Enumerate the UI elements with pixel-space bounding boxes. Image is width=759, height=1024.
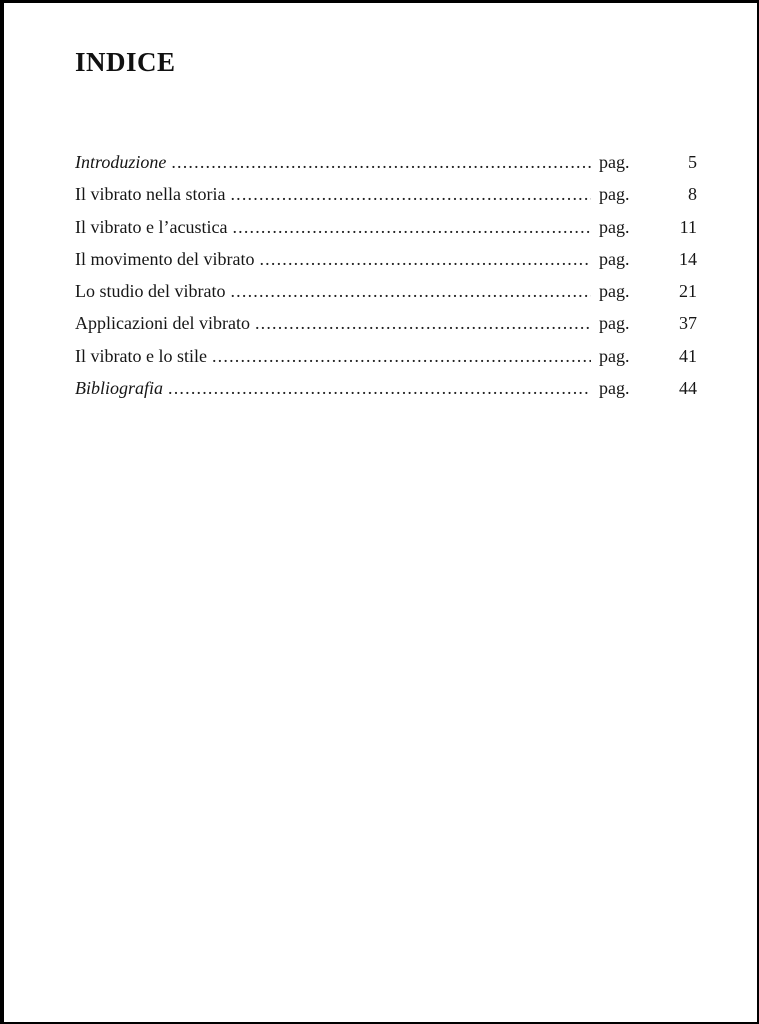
dot-leader xyxy=(230,178,591,210)
page-number: 21 xyxy=(679,281,697,301)
page-number: 37 xyxy=(679,313,697,334)
dot-leader xyxy=(230,275,591,307)
toc-entry-title: Applicazioni del vibrato xyxy=(75,313,250,334)
dot-leader xyxy=(232,211,591,243)
pag-label: pag. xyxy=(599,345,630,366)
pag-label: pag. xyxy=(599,377,630,398)
toc-entry-title: Il vibrato e lo stile xyxy=(75,345,207,366)
page-number: 41 xyxy=(679,345,697,366)
dot-leader xyxy=(168,372,591,404)
dot-leader xyxy=(212,340,591,372)
dot-leader xyxy=(255,307,591,339)
page-number: 14 xyxy=(679,248,697,269)
toc-entry xyxy=(75,178,697,210)
toc-entry-title: Lo studio del vibrato xyxy=(75,281,226,301)
pag-label: pag. xyxy=(599,248,630,269)
table-of-contents xyxy=(75,146,697,404)
toc-entry xyxy=(75,243,697,275)
dot-leader xyxy=(259,243,591,275)
dot-leader xyxy=(171,146,591,178)
pag-label: pag. xyxy=(599,184,630,205)
toc-entry xyxy=(75,211,697,243)
toc-entry xyxy=(75,372,697,404)
pag-label: pag. xyxy=(599,281,630,301)
pag-label: pag. xyxy=(599,152,630,172)
page-number: 11 xyxy=(679,216,697,237)
pag-label: pag. xyxy=(599,313,630,334)
toc-entry-title: Introduzione xyxy=(75,152,167,172)
page-content xyxy=(4,3,757,404)
page-number: 5 xyxy=(688,152,697,172)
toc-entry xyxy=(75,340,697,372)
toc-entry xyxy=(75,307,697,339)
toc-entry xyxy=(75,275,697,307)
page-number: 44 xyxy=(679,377,697,398)
page-title: INDICE xyxy=(75,47,176,77)
page-number: 8 xyxy=(688,184,697,205)
pag-label: pag. xyxy=(599,216,630,237)
toc-entry-title: Bibliografia xyxy=(75,377,164,398)
toc-entry-title: Il vibrato e l’acustica xyxy=(75,216,228,237)
toc-entry xyxy=(75,146,697,178)
toc-entry-title: Il movimento del vibrato xyxy=(75,248,255,269)
toc-entry-title: Il vibrato nella storia xyxy=(75,184,226,205)
